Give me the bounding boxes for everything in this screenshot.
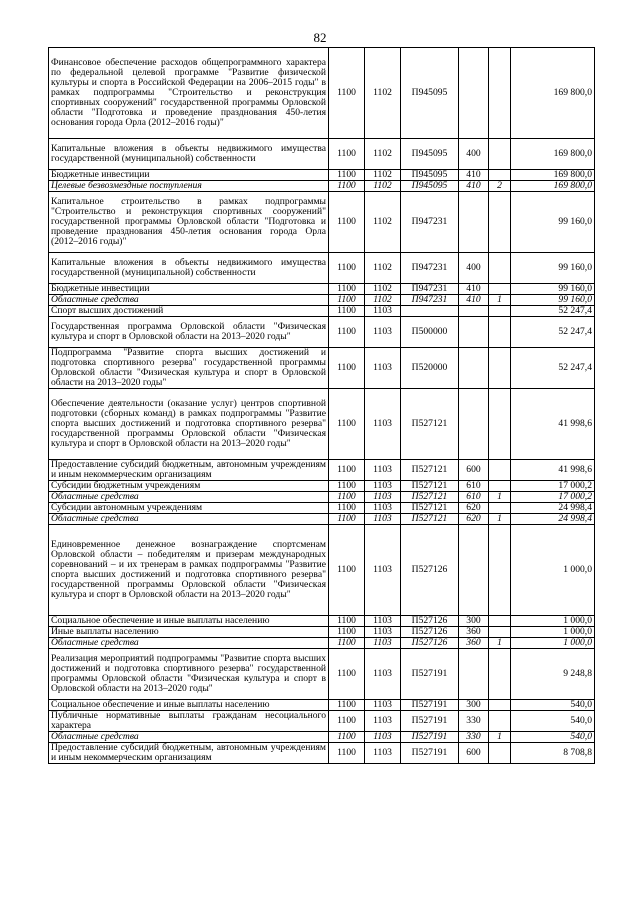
target-article-cell: П527191 bbox=[401, 700, 459, 711]
subsection-code-cell: 1103 bbox=[365, 732, 401, 743]
section-code-cell: 1100 bbox=[329, 711, 365, 732]
row-name-cell: Областные средства bbox=[49, 514, 329, 525]
target-article-cell: П527126 bbox=[401, 525, 459, 616]
funding-source-cell bbox=[489, 48, 511, 139]
row-name-cell: Реализация мероприятий подпрограммы "Развитие спорта высших достижений и подготовка спортивного резерва" государственной программы Орловской области "Физическая культура и спорт в Орловской области на 2013–2020 годы" bbox=[49, 649, 329, 700]
amount-cell: 540,0 bbox=[511, 732, 595, 743]
funding-source-cell: 1 bbox=[489, 638, 511, 649]
subsection-code-cell: 1103 bbox=[365, 317, 401, 348]
target-article-cell: П527191 bbox=[401, 711, 459, 732]
target-article-cell: П527191 bbox=[401, 732, 459, 743]
section-code-cell: 1100 bbox=[329, 514, 365, 525]
table-row bbox=[49, 649, 595, 700]
row-name-cell: Бюджетные инвестиции bbox=[49, 284, 329, 295]
table-row bbox=[49, 743, 595, 764]
subsection-code-cell: 1102 bbox=[365, 48, 401, 139]
funding-source-cell bbox=[489, 348, 511, 389]
target-article-cell: П527121 bbox=[401, 492, 459, 503]
expense-type-cell bbox=[459, 389, 489, 460]
row-name-cell: Государственная программа Орловской области "Физическая культура и спорт в Орловской области на 2013–2020 годы" bbox=[49, 317, 329, 348]
target-article-cell: П527126 bbox=[401, 627, 459, 638]
amount-cell: 52 247,4 bbox=[511, 306, 595, 317]
table-row bbox=[49, 460, 595, 481]
table-row bbox=[49, 139, 595, 170]
expense-type-cell: 410 bbox=[459, 181, 489, 192]
expense-type-cell bbox=[459, 306, 489, 317]
table-row bbox=[49, 514, 595, 525]
expense-type-cell: 300 bbox=[459, 700, 489, 711]
row-name-cell: Предоставление субсидий бюджетным, автономным учреждениям и иным некоммерческим организациям bbox=[49, 460, 329, 481]
row-name-cell: Единовременное денежное вознаграждение спортсменам Орловской области – победителям и призерам международных соревнований – и их тренерам в рамках подпрограммы "Развитие спорта высших достижений и подготовка спортивного резерва" государственной программы Орловской области "Физическая культура и спорт в Орловской области на 2013–2020 годы" bbox=[49, 525, 329, 616]
subsection-code-cell: 1103 bbox=[365, 649, 401, 700]
row-name-cell: Социальное обеспечение и иные выплаты населению bbox=[49, 700, 329, 711]
target-article-cell: П527121 bbox=[401, 481, 459, 492]
subsection-code-cell: 1102 bbox=[365, 181, 401, 192]
funding-source-cell bbox=[489, 139, 511, 170]
funding-source-cell bbox=[489, 192, 511, 253]
subsection-code-cell: 1103 bbox=[365, 460, 401, 481]
amount-cell: 9 248,8 bbox=[511, 649, 595, 700]
table-row bbox=[49, 192, 595, 253]
target-article-cell: П945095 bbox=[401, 170, 459, 181]
expense-type-cell bbox=[459, 192, 489, 253]
amount-cell: 1 000,0 bbox=[511, 627, 595, 638]
row-name-cell: Спорт высших достижений bbox=[49, 306, 329, 317]
amount-cell: 41 998,6 bbox=[511, 460, 595, 481]
target-article-cell: П527126 bbox=[401, 616, 459, 627]
table-row bbox=[49, 295, 595, 306]
page-number: 82 bbox=[313, 30, 327, 45]
target-article-cell: П520000 bbox=[401, 348, 459, 389]
target-article-cell: П527191 bbox=[401, 743, 459, 764]
target-article-cell: П527121 bbox=[401, 514, 459, 525]
row-name-cell: Обеспечение деятельности (оказание услуг) центров спортивной подготовки (сборных команд) в рамках подпрограммы "Развитие спорта высших достижений и подготовка спортивного резерва" государственной программы Орловской области "Физическая культура и спорт в Орловской области на 2013–2020 годы" bbox=[49, 389, 329, 460]
expense-type-cell bbox=[459, 48, 489, 139]
subsection-code-cell: 1102 bbox=[365, 253, 401, 284]
funding-source-cell bbox=[489, 711, 511, 732]
subsection-code-cell: 1102 bbox=[365, 170, 401, 181]
funding-source-cell bbox=[489, 460, 511, 481]
section-code-cell: 1100 bbox=[329, 525, 365, 616]
row-name-cell: Субсидии автономным учреждениям bbox=[49, 503, 329, 514]
amount-cell: 24 998,4 bbox=[511, 514, 595, 525]
funding-source-cell bbox=[489, 306, 511, 317]
section-code-cell: 1100 bbox=[329, 503, 365, 514]
amount-cell: 52 247,4 bbox=[511, 317, 595, 348]
subsection-code-cell: 1103 bbox=[365, 525, 401, 616]
section-code-cell: 1100 bbox=[329, 139, 365, 170]
section-code-cell: 1100 bbox=[329, 481, 365, 492]
expense-type-cell bbox=[459, 348, 489, 389]
funding-source-cell bbox=[489, 700, 511, 711]
row-name-cell: Областные средства bbox=[49, 732, 329, 743]
table-row bbox=[49, 48, 595, 139]
expense-type-cell: 410 bbox=[459, 295, 489, 306]
expense-type-cell: 330 bbox=[459, 732, 489, 743]
section-code-cell: 1100 bbox=[329, 389, 365, 460]
table-row bbox=[49, 389, 595, 460]
row-name-cell: Иные выплаты населению bbox=[49, 627, 329, 638]
section-code-cell: 1100 bbox=[329, 616, 365, 627]
expense-type-cell: 600 bbox=[459, 460, 489, 481]
target-article-cell: П527121 bbox=[401, 389, 459, 460]
row-name-cell: Областные средства bbox=[49, 492, 329, 503]
subsection-code-cell: 1102 bbox=[365, 139, 401, 170]
target-article-cell bbox=[401, 306, 459, 317]
funding-source-cell: 1 bbox=[489, 295, 511, 306]
table-row bbox=[49, 711, 595, 732]
funding-source-cell: 2 bbox=[489, 181, 511, 192]
amount-cell: 169 800,0 bbox=[511, 48, 595, 139]
section-code-cell: 1100 bbox=[329, 460, 365, 481]
amount-cell: 52 247,4 bbox=[511, 348, 595, 389]
expense-type-cell bbox=[459, 317, 489, 348]
section-code-cell: 1100 bbox=[329, 649, 365, 700]
subsection-code-cell: 1103 bbox=[365, 514, 401, 525]
funding-source-cell bbox=[489, 649, 511, 700]
section-code-cell: 1100 bbox=[329, 700, 365, 711]
target-article-cell: П947231 bbox=[401, 253, 459, 284]
expense-type-cell: 400 bbox=[459, 253, 489, 284]
funding-source-cell bbox=[489, 317, 511, 348]
funding-source-cell bbox=[489, 481, 511, 492]
expense-type-cell: 360 bbox=[459, 627, 489, 638]
section-code-cell: 1100 bbox=[329, 253, 365, 284]
subsection-code-cell: 1103 bbox=[365, 389, 401, 460]
subsection-code-cell: 1103 bbox=[365, 700, 401, 711]
subsection-code-cell: 1102 bbox=[365, 295, 401, 306]
amount-cell: 169 800,0 bbox=[511, 139, 595, 170]
table-row bbox=[49, 253, 595, 284]
amount-cell: 99 160,0 bbox=[511, 253, 595, 284]
expense-type-cell: 610 bbox=[459, 481, 489, 492]
subsection-code-cell: 1103 bbox=[365, 616, 401, 627]
expense-type-cell: 300 bbox=[459, 616, 489, 627]
table-row bbox=[49, 481, 595, 492]
target-article-cell: П527121 bbox=[401, 503, 459, 514]
section-code-cell: 1100 bbox=[329, 181, 365, 192]
table-row bbox=[49, 503, 595, 514]
row-name-cell: Подпрограмма "Развитие спорта высших достижений и подготовка спортивного резерва" государственной программы Орловской области "Физическая культура и спорт в Орловской области на 2013–2020 годы" bbox=[49, 348, 329, 389]
section-code-cell: 1100 bbox=[329, 638, 365, 649]
target-article-cell: П500000 bbox=[401, 317, 459, 348]
table-row bbox=[49, 306, 595, 317]
section-code-cell: 1100 bbox=[329, 317, 365, 348]
row-name-cell: Социальное обеспечение и иные выплаты населению bbox=[49, 616, 329, 627]
subsection-code-cell: 1103 bbox=[365, 503, 401, 514]
subsection-code-cell: 1103 bbox=[365, 627, 401, 638]
expense-type-cell bbox=[459, 525, 489, 616]
row-name-cell: Субсидии бюджетным учреждениям bbox=[49, 481, 329, 492]
amount-cell: 99 160,0 bbox=[511, 295, 595, 306]
funding-source-cell: 1 bbox=[489, 492, 511, 503]
subsection-code-cell: 1102 bbox=[365, 284, 401, 295]
funding-source-cell bbox=[489, 503, 511, 514]
amount-cell: 540,0 bbox=[511, 700, 595, 711]
expense-type-cell: 620 bbox=[459, 503, 489, 514]
row-name-cell: Предоставление субсидий бюджетным, автономным учреждениям и иным некоммерческим организациям bbox=[49, 743, 329, 764]
section-code-cell: 1100 bbox=[329, 492, 365, 503]
subsection-code-cell: 1103 bbox=[365, 638, 401, 649]
table-row bbox=[49, 284, 595, 295]
section-code-cell: 1100 bbox=[329, 295, 365, 306]
section-code-cell: 1100 bbox=[329, 192, 365, 253]
amount-cell: 41 998,6 bbox=[511, 389, 595, 460]
funding-source-cell: 1 bbox=[489, 732, 511, 743]
table-row bbox=[49, 492, 595, 503]
subsection-code-cell: 1103 bbox=[365, 306, 401, 317]
table-row bbox=[49, 638, 595, 649]
table-row bbox=[49, 170, 595, 181]
expense-type-cell: 400 bbox=[459, 139, 489, 170]
funding-source-cell bbox=[489, 253, 511, 284]
subsection-code-cell: 1103 bbox=[365, 743, 401, 764]
target-article-cell: П527126 bbox=[401, 638, 459, 649]
funding-source-cell bbox=[489, 284, 511, 295]
amount-cell: 99 160,0 bbox=[511, 284, 595, 295]
subsection-code-cell: 1103 bbox=[365, 711, 401, 732]
row-name-cell: Капитальное строительство в рамках подпрограммы "Строительство и реконструкция спортивных сооружений" государственной программы Орловской области "Подготовка и проведение празднования 450-летия основания города Орла (2012–2016 годы)" bbox=[49, 192, 329, 253]
subsection-code-cell: 1103 bbox=[365, 492, 401, 503]
subsection-code-cell: 1103 bbox=[365, 481, 401, 492]
subsection-code-cell: 1103 bbox=[365, 348, 401, 389]
amount-cell: 1 000,0 bbox=[511, 525, 595, 616]
row-name-cell: Областные средства bbox=[49, 295, 329, 306]
expense-type-cell: 610 bbox=[459, 492, 489, 503]
section-code-cell: 1100 bbox=[329, 284, 365, 295]
expense-type-cell: 360 bbox=[459, 638, 489, 649]
table-row bbox=[49, 181, 595, 192]
target-article-cell: П945095 bbox=[401, 181, 459, 192]
funding-source-cell bbox=[489, 170, 511, 181]
section-code-cell: 1100 bbox=[329, 732, 365, 743]
table-row bbox=[49, 732, 595, 743]
section-code-cell: 1100 bbox=[329, 170, 365, 181]
row-name-cell: Капитальные вложения в объекты недвижимого имущества государственной (муниципальной) собственности bbox=[49, 139, 329, 170]
funding-source-cell bbox=[489, 627, 511, 638]
table-row bbox=[49, 616, 595, 627]
table-row bbox=[49, 348, 595, 389]
section-code-cell: 1100 bbox=[329, 743, 365, 764]
section-code-cell: 1100 bbox=[329, 306, 365, 317]
expense-type-cell: 330 bbox=[459, 711, 489, 732]
target-article-cell: П947231 bbox=[401, 284, 459, 295]
section-code-cell: 1100 bbox=[329, 348, 365, 389]
funding-source-cell bbox=[489, 525, 511, 616]
amount-cell: 17 000,2 bbox=[511, 481, 595, 492]
row-name-cell: Целевые безвозмездные поступления bbox=[49, 181, 329, 192]
target-article-cell: П947231 bbox=[401, 192, 459, 253]
amount-cell: 1 000,0 bbox=[511, 638, 595, 649]
table-row bbox=[49, 317, 595, 348]
target-article-cell: П947231 bbox=[401, 295, 459, 306]
subsection-code-cell: 1102 bbox=[365, 192, 401, 253]
table-row bbox=[49, 627, 595, 638]
target-article-cell: П527191 bbox=[401, 649, 459, 700]
row-name-cell: Бюджетные инвестиции bbox=[49, 170, 329, 181]
amount-cell: 1 000,0 bbox=[511, 616, 595, 627]
expense-type-cell: 410 bbox=[459, 284, 489, 295]
section-code-cell: 1100 bbox=[329, 48, 365, 139]
amount-cell: 169 800,0 bbox=[511, 170, 595, 181]
funding-source-cell bbox=[489, 389, 511, 460]
funding-source-cell bbox=[489, 616, 511, 627]
amount-cell: 99 160,0 bbox=[511, 192, 595, 253]
expense-type-cell: 410 bbox=[459, 170, 489, 181]
target-article-cell: П945095 bbox=[401, 139, 459, 170]
table-row bbox=[49, 525, 595, 616]
amount-cell: 540,0 bbox=[511, 711, 595, 732]
target-article-cell: П527121 bbox=[401, 460, 459, 481]
expense-type-cell: 600 bbox=[459, 743, 489, 764]
funding-source-cell bbox=[489, 743, 511, 764]
amount-cell: 169 800,0 bbox=[511, 181, 595, 192]
budget-table bbox=[48, 47, 595, 764]
funding-source-cell: 1 bbox=[489, 514, 511, 525]
row-name-cell: Областные средства bbox=[49, 638, 329, 649]
expense-type-cell bbox=[459, 649, 489, 700]
row-name-cell: Финансовое обеспечение расходов общепрограммного характера по федеральной целевой программе "Развитие физической культуры и спорта в Российской Федерации на 2006–2015 годы" в рамках подпрограммы "Строительство и реконструкция спортивных сооружений" государственной программы Орловской области "Подготовка и проведение празднования 450-летия основания города Орла (2012–2016 годы)" bbox=[49, 48, 329, 139]
section-code-cell: 1100 bbox=[329, 627, 365, 638]
amount-cell: 8 708,8 bbox=[511, 743, 595, 764]
table-row bbox=[49, 700, 595, 711]
amount-cell: 24 998,4 bbox=[511, 503, 595, 514]
row-name-cell: Публичные нормативные выплаты гражданам несоциального характера bbox=[49, 711, 329, 732]
amount-cell: 17 000,2 bbox=[511, 492, 595, 503]
row-name-cell: Капитальные вложения в объекты недвижимого имущества государственной (муниципальной) собственности bbox=[49, 253, 329, 284]
expense-type-cell: 620 bbox=[459, 514, 489, 525]
target-article-cell: П945095 bbox=[401, 48, 459, 139]
